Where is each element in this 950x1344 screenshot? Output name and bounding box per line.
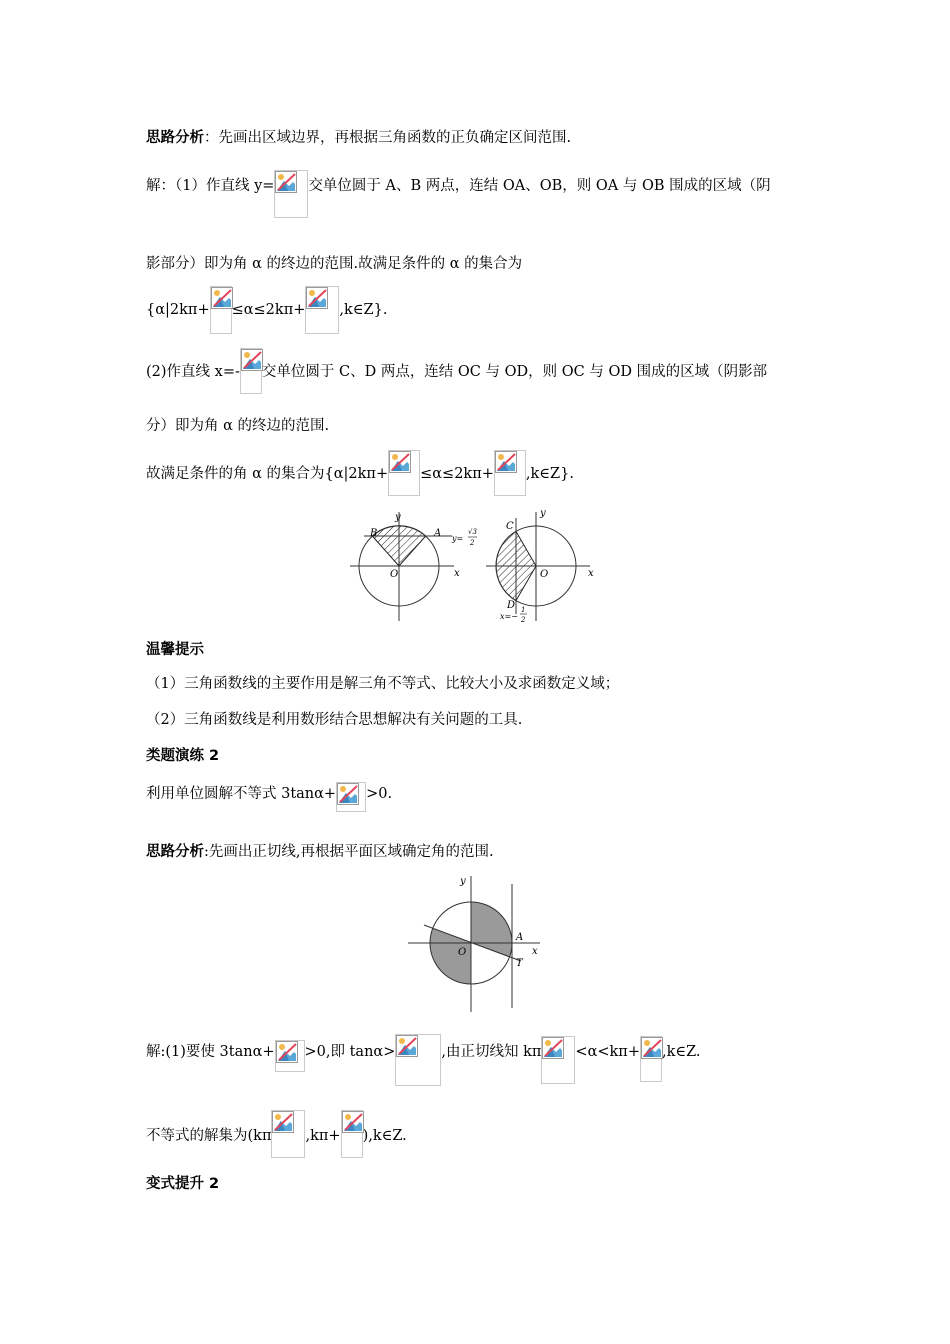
fraction-numerator: 1: [521, 606, 526, 614]
point-label-d: D: [507, 600, 516, 611]
broken-image-icon: [396, 1035, 418, 1057]
broken-image-icon: [211, 287, 233, 309]
solution-text: ,由正切线知 kπ: [441, 1044, 542, 1060]
formula-image: [640, 1036, 662, 1082]
solution-text: <α<kπ+: [575, 1044, 640, 1060]
solution-line-4: [146, 416, 329, 436]
axis-label-y: y: [540, 508, 546, 519]
unit-circle-left: [350, 512, 477, 621]
solution-line-3: [146, 362, 767, 394]
formula-image: [271, 1110, 305, 1158]
solution-text: >0,即 tanα>: [304, 1044, 396, 1060]
solution-text: 解：（1）作直线 y=: [146, 178, 275, 194]
answer-text: 不等式的解集为(kπ: [146, 1128, 272, 1144]
set-text: ≤α≤2kπ+: [231, 302, 306, 318]
analysis-paragraph-1: [146, 128, 571, 148]
solution-text: ,k∈Z.: [661, 1044, 701, 1060]
point-label-a: A: [434, 528, 442, 539]
fraction-numerator: √3: [468, 528, 477, 536]
fraction-denominator: 2: [470, 539, 475, 547]
unit-circle-figures: [350, 506, 600, 626]
formula-image: [274, 170, 308, 218]
unit-circle-right: [486, 508, 594, 624]
solution-text: 交单位圆于 A、B 两点，连结 OA、OB，则 OA 与 OB 围成的区域（阴: [308, 178, 771, 194]
solution-text: 解:(1)要使 3tanα+: [146, 1044, 275, 1060]
formula-image: [395, 1034, 441, 1086]
point-label-b: B: [370, 528, 378, 539]
analysis-label: 思路分析: [146, 130, 204, 146]
fraction-denominator: 2: [521, 616, 526, 624]
broken-image-icon: [275, 171, 297, 193]
solution-set-2: [146, 464, 574, 496]
tip-item-1: （1）三角函数线的主要作用是解三角不等式、比较大小及求函数定义域；: [146, 676, 620, 692]
broken-image-icon: [272, 1111, 294, 1133]
set-text: ≤α≤2kπ+: [420, 466, 494, 482]
solution-text: 分）即为角 α 的终边的范围.: [146, 418, 330, 434]
formula-image: [541, 1036, 575, 1084]
question-text: >0.: [366, 786, 393, 802]
solution-set-1: [146, 300, 387, 334]
exercise-question: [146, 784, 392, 812]
formula-image: [341, 1110, 363, 1158]
set-text: 故满足条件的角 α 的集合为{α|2kπ+: [146, 466, 389, 482]
broken-image-icon: [342, 1111, 364, 1133]
set-text: ,k∈Z}.: [339, 302, 388, 318]
tangent-line-figure: [404, 870, 554, 1012]
broken-image-icon: [241, 349, 263, 371]
broken-image-icon: [389, 451, 411, 473]
solution-line-1: [146, 176, 771, 218]
variation-title: 变式提升 2: [146, 1176, 220, 1192]
tip-title: 温馨提示: [146, 642, 204, 658]
set-text: {α|2kπ+: [146, 302, 210, 318]
formula-image: [388, 450, 420, 496]
point-label-t: T: [516, 958, 523, 969]
solution-text: 交单位圆于 C、D 两点，连结 OC 与 OD，则 OC 与 OD 围成的区域（阴影部: [261, 364, 768, 380]
line-label: y=: [452, 534, 464, 543]
broken-image-icon: [542, 1037, 564, 1059]
solution-line-5: [146, 1042, 701, 1086]
axis-label-x: x: [588, 568, 594, 579]
solution-line-2: [146, 254, 522, 274]
axis-label-x: x: [454, 568, 460, 579]
formula-image: [210, 286, 232, 334]
set-text: ,k∈Z}.: [525, 466, 574, 482]
formula-image: [305, 286, 339, 334]
axis-label-y: y: [395, 512, 401, 523]
answer-line: [146, 1126, 407, 1158]
broken-image-icon: [276, 1041, 298, 1063]
analysis-text: :先画出正切线,再根据平面区域确定角的范围.: [204, 844, 494, 860]
broken-image-icon: [641, 1037, 663, 1059]
answer-text: ),k∈Z.: [362, 1128, 407, 1144]
axis-label-x: x: [532, 946, 538, 957]
solution-text: 影部分）即为角 α 的终边的范围.故满足条件的 α 的集合为: [146, 256, 523, 272]
origin-label: O: [540, 569, 549, 580]
axis-label-y: y: [460, 876, 466, 887]
formula-image: [336, 782, 366, 812]
origin-label: O: [390, 569, 399, 580]
origin-label: O: [458, 947, 467, 958]
solution-text: (2)作直线 x=-: [146, 364, 240, 380]
point-label-a: A: [516, 932, 524, 943]
answer-text: ,kπ+: [305, 1128, 341, 1144]
question-text: 利用单位圆解不等式 3tanα+: [146, 786, 337, 802]
formula-image: [240, 348, 262, 394]
broken-image-icon: [306, 287, 328, 309]
analysis-text: ：先画出区域边界，再根据三角函数的正负确定区间范围.: [204, 130, 572, 146]
tip-item-2: （2）三角函数线是利用数形结合思想解决有关问题的工具.: [146, 712, 523, 728]
exercise-title: 类题演练 2: [146, 748, 220, 764]
analysis-paragraph-2: [146, 842, 494, 862]
formula-image: [275, 1040, 305, 1072]
broken-image-icon: [495, 451, 517, 473]
formula-image: [494, 450, 526, 496]
point-label-c: C: [506, 521, 514, 532]
analysis-label: 思路分析: [146, 844, 204, 860]
line-label: x=−: [500, 612, 518, 621]
broken-image-icon: [337, 783, 359, 805]
